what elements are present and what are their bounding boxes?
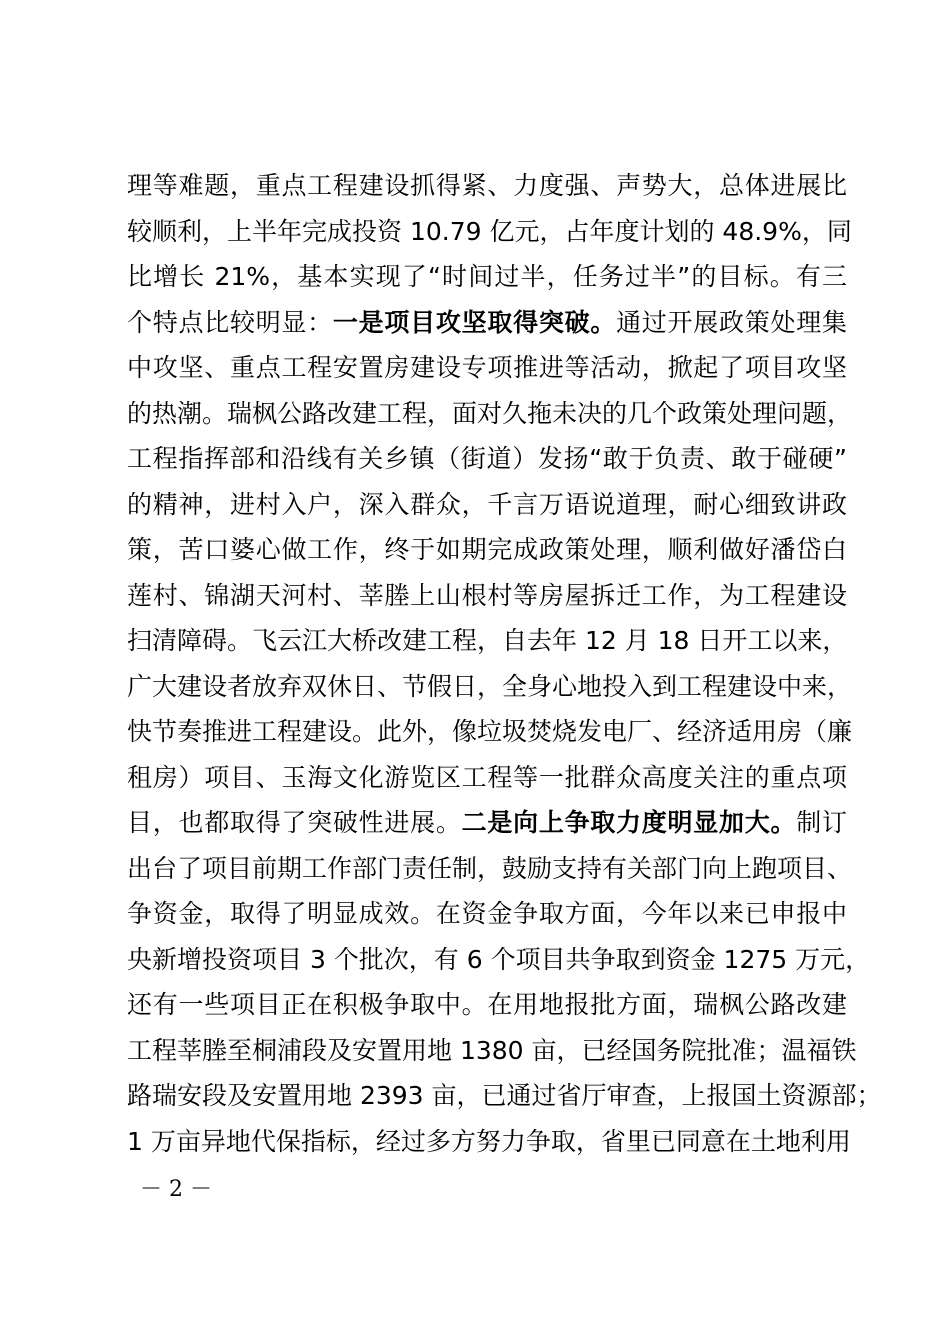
text-run: 工程莘塍至桐浦段及安置用地 1380 亩，已经国务院批准；温福铁 (127, 1035, 857, 1065)
text-run: 策，苦口婆心做工作，终于如期完成政策处理，顺利做好潘岱白 (127, 535, 847, 564)
text-run: 的热潮。瑞枫公路改建工程，面对久拖未决的几个政策处理问题， (127, 398, 853, 428)
text-run: 出台了项目前期工作部门责任制，鼓励支持有关部门向上跑项目、 (127, 853, 853, 883)
body-text (127, 163, 882, 1164)
text-line (127, 254, 847, 300)
text-run: 1 万亩异地代保指标，经过多方努力争取，省里已同意在土地利用 (127, 1126, 851, 1156)
text-run: 目，也都取得了突破性进展。 (127, 808, 462, 837)
bold-heading-phrase: 一是项目攻坚取得突破。 (332, 307, 617, 337)
text-run: 租房）项目、玉海文化游览区工程等一批群众高度关注的重点项 (127, 762, 847, 792)
text-line (127, 300, 847, 346)
text-run: 较顺利，上半年完成投资 10.79 亿元，占年度计划的 48.9%，同 (127, 216, 852, 246)
text-run: 通过开展政策处理集 (616, 307, 847, 337)
text-line (127, 573, 847, 619)
text-run: 比增长 21%，基本实现了“时间过半，任务过半”的目标。有三 (127, 262, 847, 291)
text-run: 制订 (796, 808, 847, 837)
text-run: 工程指挥部和沿线有关乡镇（街道）发扬“敢于负责、敢于碰硬” (127, 444, 847, 473)
text-line (127, 1119, 851, 1165)
text-run: 个特点比较明显： (127, 307, 333, 337)
text-run: 还有一些项目正在积极争取中。在用地报批方面，瑞枫公路改建 (127, 990, 847, 1019)
text-run: 广大建设者放弃双休日、节假日，全身心地投入到工程建设中来， (127, 671, 853, 701)
text-line (127, 755, 847, 801)
text-line (127, 709, 853, 755)
text-line (127, 436, 847, 482)
page-number: － 2 － (140, 1177, 212, 1202)
text-line (127, 800, 847, 846)
text-run: 扫清障碍。飞云江大桥改建工程，自去年 12 月 18 日开工以来， (127, 626, 848, 655)
text-line (127, 1073, 882, 1119)
text-line (127, 209, 852, 255)
text-line (127, 891, 847, 937)
text-run: 争资金，取得了明显成效。在资金争取方面，今年以来已申报中 (127, 899, 847, 928)
text-run: 央新增投资项目 3 个批次，有 6 个项目共争取到资金 1275 万元， (127, 944, 871, 974)
text-line (127, 846, 853, 892)
text-line (127, 482, 847, 528)
text-line (127, 982, 847, 1028)
text-run: 理等难题，重点工程建设抓得紧、力度强、声势大，总体进展比 (127, 171, 847, 200)
text-line (127, 1028, 857, 1074)
text-line (127, 527, 847, 573)
text-line (127, 618, 847, 664)
text-run: 快节奏推进工程建设。此外，像垃圾焚烧发电厂、经济适用房（廉 (127, 717, 853, 746)
text-line (127, 391, 853, 437)
text-run: 的精神，进村入户，深入群众，千言万语说道理，耐心细致讲政 (127, 489, 847, 519)
text-line (127, 664, 853, 710)
text-run: 莲村、锦湖天河村、莘塍上山根村等房屋拆迁工作，为工程建设 (127, 580, 847, 610)
text-run: 中攻坚、重点工程安置房建设专项推进等活动，掀起了项目攻坚 (127, 353, 847, 382)
text-run: 路瑞安段及安置用地 2393 亩，已通过省厅审查，上报国土资源部； (127, 1081, 882, 1110)
text-line (127, 937, 871, 983)
text-line (127, 345, 847, 391)
bold-heading-phrase: 二是向上争取力度明显加大。 (461, 808, 797, 837)
text-line (127, 163, 847, 209)
